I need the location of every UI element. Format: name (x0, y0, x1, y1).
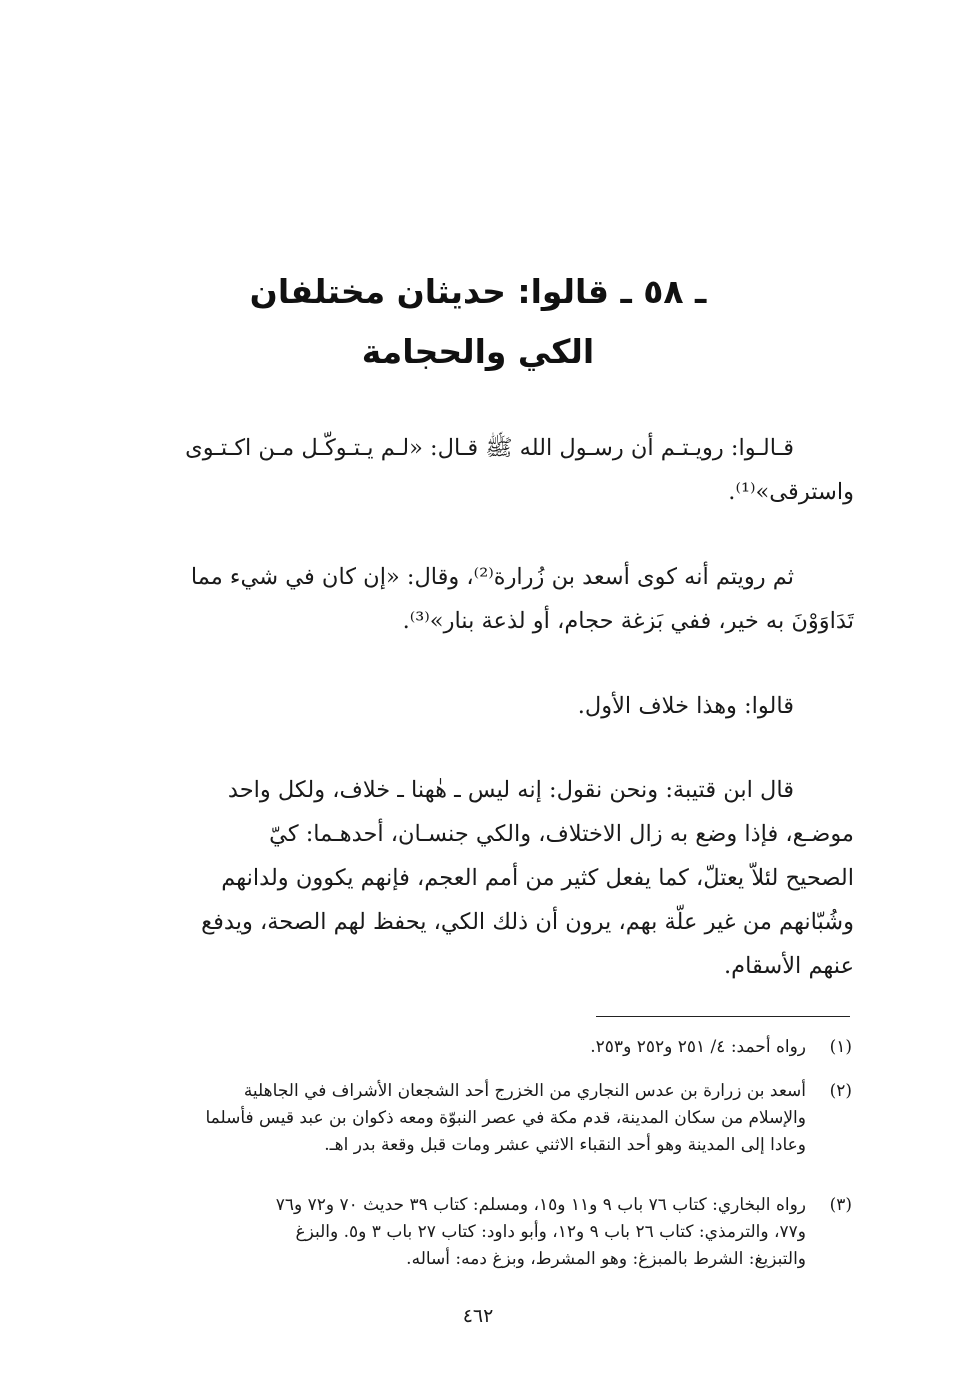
footnote-line: والتبزيغ: الشرط بالمبزغ: وهو المشرط، وبزغ دمه: أساله. (406, 1249, 806, 1269)
paragraph-line: وشُبّانهم من غير علّة بهم، يرون أن ذلك الكي، يحفظ لهم الصحة، ويدفع (201, 909, 854, 935)
footnote-line: رواه البخاري: كتاب ٧٦ باب ٩ و١١ و١٥، ومسلم: كتاب ٣٩ حديث ٧٠ و٧٢ و٧٦ (275, 1195, 806, 1215)
footnote-number: (١) (829, 1037, 852, 1057)
chapter-title: ـ ٥٨ ـ قالوا: حديثان مختلفان (249, 272, 707, 311)
paragraph-line: واسترقى»⁽¹⁾. (728, 479, 854, 505)
footnote-text (100, 1078, 806, 1159)
footnote-separator (596, 1016, 850, 1017)
paragraph-line: موضـع، فإذا وضع به زال الاختلاف، والكي جنسـان، أحدهـما: كيّ (269, 821, 854, 847)
paragraph-1 (106, 426, 854, 514)
footnote-1 (100, 1034, 852, 1061)
footnote-text (100, 1034, 806, 1061)
footnote-line: رواه أحمد: ٤/ ٢٥١ و٢٥٢ و٢٥٣. (590, 1037, 806, 1057)
footnote-3 (100, 1192, 852, 1273)
footnote-line: وعادا إلى المدينة وهو أحد النقباء الاثني عشر ومات قبل وقعة بدر اهـ. (324, 1135, 806, 1155)
paragraph-line: عنهم الأسقام. (724, 953, 854, 979)
paragraph-line: قال ابن قتيبة: ونحن نقول: إنه ليس ـ هٰهنا ـ خلاف، ولكل واحد (227, 777, 794, 803)
paragraph-line: تَدَاوَوْنَ به خير، ففي بَزغة حجام، أو لذعة بنار»⁽³⁾. (402, 608, 854, 634)
page-number: ٤٦٢ (462, 1305, 494, 1327)
footnote-line: أسعد بن زرارة بن عدس النجاري من الخزرج أحد الشجعان الأشراف في الجاهلية (243, 1081, 806, 1101)
paragraph-line: قـالـوا: رويـتـم أن رسـول الله ﷺ قـال: «لـم يـتـوكّـل مـن اكـتـوى (185, 435, 794, 461)
footnote-line: والإسلام من سكان المدينة، قدم مكة في عصر النبوّة ومعه ذكوان بن عبد قيس فأسلما (205, 1108, 806, 1128)
paragraph-line: الصحيح لئلاّ يعتلّ، كما يفعل كثير من أمم العجم، فإنهم يكوون ولدانهم (221, 865, 854, 891)
footnote-line: و٧٧، والترمذي: كتاب ٢٦ باب ٩ و١٢، وأبو داود: كتاب ٢٧ باب ٣ و٥. والبزغ (295, 1222, 806, 1242)
paragraph-4 (106, 768, 854, 988)
footnote-text (100, 1192, 806, 1273)
paragraph-3 (106, 684, 854, 728)
paragraph-line: ثم رويتم أنه كوى أسعد بن زُرارة⁽²⁾، وقال: «إن كان في شيء مما (190, 564, 794, 590)
paragraph-line: قالوا: وهذا خلاف الأول. (577, 693, 794, 719)
paragraph-2 (106, 555, 854, 643)
footnote-2 (100, 1078, 852, 1159)
footnote-number: (٢) (829, 1081, 852, 1101)
footnote-number: (٣) (829, 1195, 852, 1215)
chapter-subtitle: الكي والحجامة (361, 332, 595, 371)
